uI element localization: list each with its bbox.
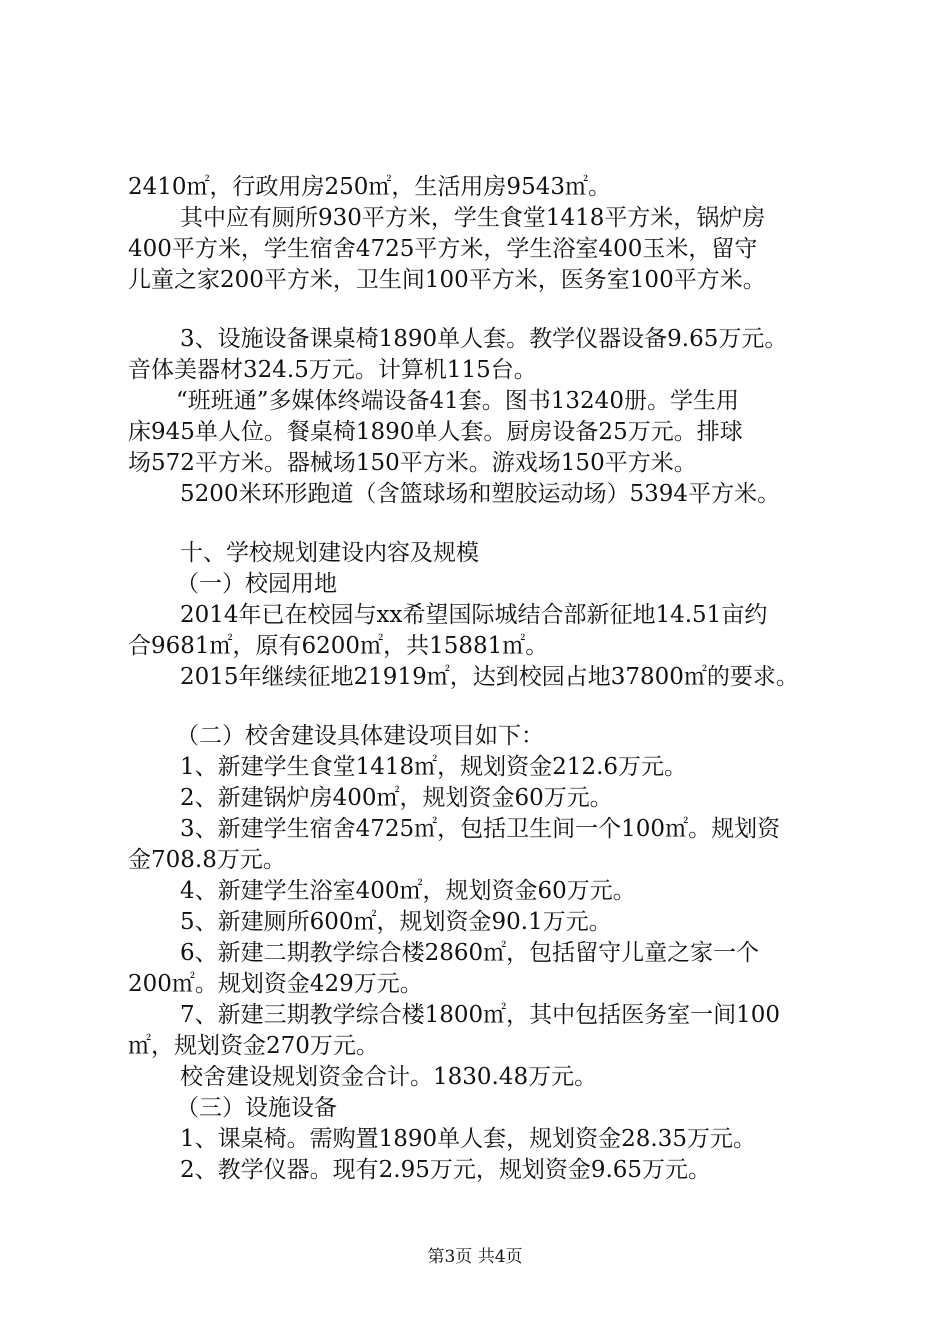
text-line: 5、新建厕所600㎡，规划资金90.1万元。 [180,909,612,935]
text-line: 校舍建设规划资金合计。1830.48万元。 [180,1064,598,1090]
text-line: 7、新建三期教学综合楼1800㎡，其中包括医务室一间100 [180,1002,781,1028]
text-line: “班班通”多媒体终端设备41套。图书13240册。学生用 [176,388,739,414]
text-line: 2014年已在校园与xx希望国际城结合部新征地14.51亩约 [180,602,768,628]
text-line: 400平方米，学生宿舍4725平方米，学生浴室400玉米，留守 [128,236,758,262]
subsection-heading: （三）设施设备 [176,1095,337,1121]
page-number: 第3页 共4页 [427,1247,523,1267]
text-line: 音体美器材324.5万元。计算机115台。 [128,357,537,383]
text-line: 金708.8万元。 [128,847,286,873]
text-line: 儿童之家200平方米，卫生间100平方米，医务室100平方米。 [128,267,766,293]
text-line: 2、新建锅炉房400㎡，规划资金60万元。 [180,785,613,811]
text-line: 4、新建学生浴室400㎡，规划资金60万元。 [180,878,636,904]
text-line: 2015年继续征地21919㎡，达到校园占地37800㎡的要求。 [180,664,799,690]
text-line: 200㎡。规划资金429万元。 [128,971,423,997]
document-body [128,172,848,1186]
subsection-heading: （二）校舍建设具体建设项目如下： [176,723,544,749]
text-line: 2410㎡，行政用房250㎡，生活用房9543㎡。 [128,174,611,200]
text-line: ㎡，规划资金270万元。 [128,1033,379,1059]
text-line: 其中应有厕所930平方米，学生食堂1418平方米，锅炉房 [180,205,766,231]
text-line: 1、新建学生食堂1418㎡，规划资金212.6万元。 [180,754,688,780]
text-line: 5200米环形跑道（含篮球场和塑胶运动场）5394平方米。 [180,481,781,507]
text-line: 2、教学仪器。现有2.95万元，规划资金9.65万元。 [180,1157,712,1183]
text-line: 合9681㎡，原有6200㎡，共15881㎡。 [128,633,549,659]
text-line: 场572平方米。器械场150平方米。游戏场150平方米。 [128,450,697,476]
text-line: 3、设施设备课桌椅1890单人套。教学仪器设备9.65万元。 [180,326,788,352]
subsection-heading: （一）校园用地 [176,571,337,597]
text-line: 床945单人位。餐桌椅1890单人套。厨房设备25万元。排球 [128,419,743,445]
text-line: 6、新建二期教学综合楼2860㎡，包括留守儿童之家一个 [180,940,760,966]
text-line: 1、课桌椅。需购置1890单人套，规划资金28.35万元。 [180,1126,757,1152]
section-heading: 十、学校规划建设内容及规模 [180,540,479,566]
text-line: 3、新建学生宿舍4725㎡，包括卫生间一个100㎡。规划资 [180,816,781,842]
